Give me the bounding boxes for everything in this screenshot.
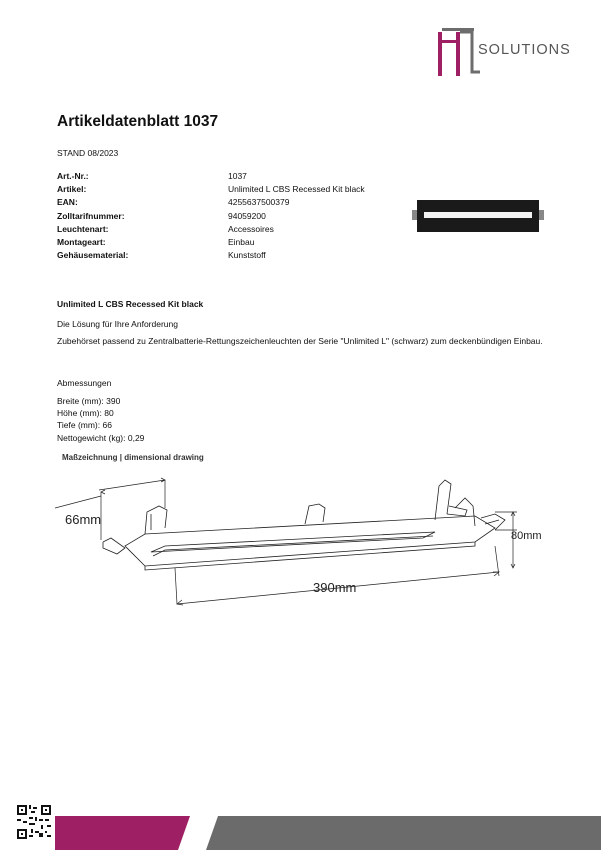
info-row-art-nr <box>57 171 387 184</box>
info-value: Unlimited L CBS Recessed Kit black <box>228 184 365 195</box>
dimension-weight: Nettogewicht (kg): 0,29 <box>57 432 145 443</box>
info-value: 1037 <box>228 171 247 181</box>
info-row-material <box>57 250 387 263</box>
info-label: EAN: <box>57 197 78 208</box>
description-text: Zubehörset passend zu Zentralbatterie-Rettungszeichenleuchten der Serie "Unlimited L" (schwarz) zum deckenbündigen Einbau. <box>57 336 543 346</box>
info-value: Einbau <box>228 236 255 247</box>
info-value: 94059200 <box>228 210 266 221</box>
info-label: Leuchtenart: <box>57 223 109 234</box>
info-value: 4255637500379 <box>228 197 290 208</box>
info-row-artikel <box>57 184 387 197</box>
footer-bar <box>0 810 601 850</box>
info-row-zolltarif <box>57 211 387 224</box>
article-info-table <box>57 171 387 263</box>
info-value: Accessoires <box>228 223 274 234</box>
info-label: Gehäusematerial: <box>57 250 129 261</box>
dimension-depth: Tiefe (mm): 66 <box>57 420 112 431</box>
logo-text: SOLUTIONS <box>478 42 571 58</box>
depth-dimension-label: 66mm <box>65 512 102 527</box>
info-row-montageart <box>57 237 387 250</box>
info-label: Montageart: <box>57 236 106 247</box>
dimension-width: Breite (mm): 390 <box>57 396 121 406</box>
dimension-height: Höhe (mm): 80 <box>57 408 114 419</box>
description-tagline: Die Lösung für Ihre Anforderung <box>57 319 178 329</box>
info-value: Kunststoff <box>228 250 266 261</box>
product-image <box>408 196 548 236</box>
dimensions-heading: Abmessungen <box>57 378 112 388</box>
info-row-leuchtenart <box>57 224 387 237</box>
info-label: Artikel: <box>57 184 87 195</box>
dimensional-drawing <box>55 468 555 608</box>
info-row-ean <box>57 197 387 210</box>
page-title: Artikeldatenblatt 1037 <box>57 113 219 130</box>
drawing-label: Maßzeichnung | dimensional drawing <box>62 453 204 462</box>
width-dimension-label: 390mm <box>313 580 357 595</box>
dimensions-list <box>57 395 144 444</box>
height-dimension-label: 80mm <box>511 530 542 542</box>
stand-date: STAND 08/2023 <box>57 148 119 158</box>
info-label: Zolltarifnummer: <box>57 210 125 221</box>
description-heading: Unlimited L CBS Recessed Kit black <box>57 299 204 309</box>
info-label: Art.-Nr.: <box>57 171 89 181</box>
